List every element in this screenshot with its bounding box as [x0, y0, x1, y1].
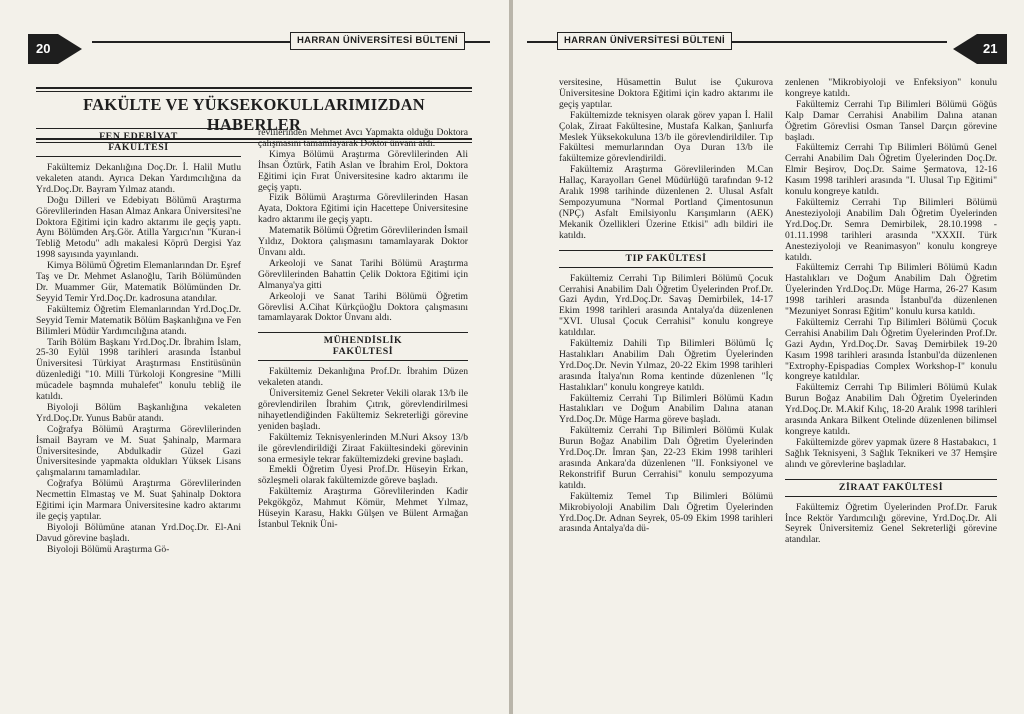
paragraph: Fakültemiz Dekanlığına Doç.Dr. İ. Halil Mutlu vekaleten atandı. Ayrıca Dekan Yardımcılığına da Yrd.Doç.Dr. Bayram Yılmaz atandı.	[36, 162, 241, 195]
heading-line-2: FAKÜLTESİ	[332, 346, 394, 358]
left-page	[0, 0, 509, 714]
left-pointing-arrow-icon	[953, 34, 1007, 64]
heading-line-2: FAKÜLTESİ	[108, 142, 169, 153]
divider	[36, 128, 241, 129]
bulletin-title-box	[557, 32, 732, 50]
paragraph: Tarih Bölüm Başkanı Yrd.Doç.Dr. İbrahim İslam, 25-30 Eylül 1998 tarihleri arasında İstanbul Üniversitesi Türkiyat Araştırması Enstitüsünün düzenlediği "10. Milli Türkoloji Kongresine "Milli mücadele başmnda muhalefet" konulu tebliğ ile katıldı.	[36, 336, 241, 403]
right-page-number-badge	[953, 34, 1007, 64]
section-title: FAKÜLTE VE YÜKSEKOKULLARIMIZDAN HABERLER	[83, 95, 425, 134]
paragraph: Fakültemiz Cerrahi Tıp Bilimleri Bölümü Kadın Hastalıkları ve Doğum Anabilim Dalı Öğretim Üyelerinden Yrd.Doç.Dr. Müge Harma, 26-27 Kasım 1998 tarihleri arasında İstanbul'da düzenlenen "Mezuniyet Sonrası Eğitim" konulu kursa katıldı.	[785, 262, 997, 318]
paragraph: Fakültemiz Cerrahi Tıp Bilimleri Bölümü Anesteziyoloji Anabilim Dalı Öğretim Üyelerinden Yrd.Doç.Dr. Semra Demirbilek, 28.10.1998 - 01.11.1998 tarihleri arasında "XXXII. Türk Anesteziyoloji ve Reanimasyon" konulu kongreye katıldı.	[785, 196, 997, 263]
heading-text: ZİRAAT FAKÜLTESİ	[838, 481, 944, 493]
paragraph: Fakültemiz Temel Tıp Bilimleri Bölümü Mikrobiyoloji Anabilim Dalı Öğretim Üyelerinden Yrd.Doç.Dr. Adnan Seyrek, 05-09 Ekim 1998 tarihleri arasında Antalya'da dü-	[559, 490, 773, 535]
tip-fakultesi-heading	[559, 250, 773, 268]
paragraph: zenlenen "Mikrobiyoloji ve Enfeksiyon" konulu kongreye katıldı.	[785, 77, 997, 99]
paragraph: Doğu Dilleri ve Edebiyatı Bölümü Araştırma Görevlilerinden Hasan Almaz Ankara Üniversitesi'ne Doktora Eğitimi için kadro aktarımı ile geçiş yaptı. Aynı Bölümden Arş.Gör. Atilla Yargıcı'nın "Kuran-i Tebliğ Metodu" adlı makalesi Köprü Dergisi Yaz 1998 sayısında yayınlandı.	[36, 194, 241, 261]
divider	[36, 87, 472, 89]
paragraph: Biyoloji Bölümü Araştırma Gö-	[47, 543, 170, 555]
paragraph: Arkeoloji ve Sanat Tarihi Bölümü Öğretim Görevlisi A.Cihat Kürkçüoğlu Doktora çalışmasını tamamlayarak Doktor Ünvanı aldı.	[258, 290, 468, 324]
paragraph: Fakültemiz Cerrahi Tıp Bilimleri Bölümü Genel Cerrahi Anabilim Dalı Öğretim Üyelerinden Doç.Dr. Elmir Beşirov, Doç.Dr. Saime Şermatova, 12-16 Kasım 1998 tarihleri arasında "I. Ulusal Tıp Eğitimi" konulu kongreye katıldı.	[785, 142, 997, 198]
left-page-number: 20	[36, 41, 51, 56]
paragraph: Fakültemiz Cerrahi Tıp Bilimleri Bölümü Çocuk Cerrahisi Anabilim Dalı Öğretim Üyelerinden Prof.Dr. Gazi Aydın, Yrd.Doç.Dr. Savaş Demirbilek 19-20 Kasım 1998 tarihleri arasında İstanbul'da düzenlenen "Extrophy-Epispadias Complex Workshop-I" konulu kongreye katıldılar.	[785, 316, 997, 383]
bulletin-title: HARRAN ÜNİVERSİTESİ BÜLTENİ	[564, 35, 725, 46]
paragraph: Fakültemiz Dahili Tıp Bilimleri Bölümü İç Hastalıkları Anabilim Dalı Öğretim Üyelerinden Yrd.Doç.Dr. Nevin Yılmaz, 20-22 Ekim 1998 tarihleri arasında İtalya'nın Roma kentinde düzenlenen "İç Hastalıkları" konulu kongreye katıldı.	[559, 338, 773, 393]
bulletin-title-box	[290, 32, 465, 50]
paragraph: Biyoloji Bölüm Başkanlığına vekaleten Yrd.Doç.Dr. Yunus Babür atandı.	[36, 401, 241, 424]
paragraph: Fakültemizde teknisyen olarak görev yapan İ. Halil Çolak, Ziraat Fakültesine, Mustafa Kalkan, Şanlıurfa Meslek Yüksekokuluna 13/b ile görevlendirildiler. Tıp Fakültesi memurlarından Oya Duran 13/b ile fakültemize görevlendirildi.	[559, 109, 773, 165]
paragraph: Fakültemizde görev yapmak üzere 8 Hastabakıcı, 1 Sağlık Teknisyeni, 3 Sağlık Teknikeri ve 37 Hemşire alındı ve görevlerine başladılar.	[785, 436, 997, 470]
paragraph: Biyoloji Bölümüne atanan Yrd.Doç.Dr. El-Ani Davud görevine başladı.	[36, 521, 241, 544]
paragraph: Fakültemiz Dekanlığına Prof.Dr. İbrahim Düzen vekaleten atandı.	[258, 366, 468, 389]
bulletin-title: HARRAN ÜNİVERSİTESİ BÜLTENİ	[297, 35, 458, 46]
paragraph: Fakültemiz Araştırma Görevlilerinden M.Can Hallaç, Karayolları Genel Müdürlüğü tarafından 9-12 Aralık 1998 tarihinde düzenlenen 2. Ulusal Asfalt Sempozyumuna "Normal Portland Çimentosunun (NPÇ) Asfalt Emilsiyonlu Karışımların (AEK) Mekanik Özellikleri Üzerine Etkisi" adlı bildiri ile katıldı.	[559, 164, 773, 241]
paragraph: Emekli Öğretim Üyesi Prof.Dr. Hüseyin Erkan, sözleşmeli olarak fakültemizde göreve başladı.	[258, 464, 468, 487]
paragraph: Coğrafya Bölümü Araştırma Görevlilerinden İsmail Bayram ve M. Suat Şahinalp, Marmara Üniversitesinde, Abdulkadir Güzel Gazi Üniversitesinde yapmakta oldukları Yüksek Lisans çalışmalarını tamamladılar.	[36, 423, 241, 479]
paragraph: Fakültemiz Cerrahi Tıp Bilimleri Bölümü Göğüs Kalp Damar Cerrahisi Anabilim Dalına atanan Öğretim Görevlisi Osman Tansel Darçın görevine başladı.	[785, 98, 997, 143]
heading-line-1: FEN EDEBİYAT	[99, 131, 178, 142]
divider	[785, 479, 997, 480]
paragraph: Matematik Bölümü Öğretim Görevlilerinden İsmail Yıldız, Doktora çalışmasını tamamlayarak Doktor Ünvanı aldı.	[258, 225, 468, 258]
left-column-2	[258, 128, 468, 531]
paragraph: versitesine, Hüsamettin Bulut ise Çukurova Üniversitesine Doktora Eğitimi için kadro aktarımı ile geçiş yaptılar.	[559, 77, 773, 110]
paragraph: Fakültemiz Araştırma Görevlilerinden Kadir Pekgökgöz, Mahmut Kömür, Mehmet Yılmaz, Hüseyin Karasu, Hakkı Gülşen ve Bülent Armağan İstanbul Teknik Üni-	[258, 486, 468, 530]
paragraph: Kimya Bölümü Araştırma Görevlilerinden Ali İhsan Öztürk, Fatih Aslan ve İbrahim Erol, Doktora Eğitimi için Fırat Üniversitesine kadro aktarımı ile geçiş yaptı.	[258, 148, 468, 193]
muhendislik-heading	[258, 332, 468, 361]
divider	[559, 250, 773, 251]
paragraph: Fakültemiz Cerrahi Tıp Bilimleri Bölümü Çocuk Cerrahisi Anabilim Dalı Öğretim Üyelerinden Prof.Dr. Gazi Aydın, Yrd.Doç.Dr. Savaş Demirbilek, 14-17 Ekim 1998 tarihleri arasında Antalya'da düzenlenen "XVI. Ulusal Çocuk Cerrahisi" konulu kongreye katıldılar.	[559, 272, 773, 339]
right-page	[513, 0, 1024, 714]
right-column-2	[785, 78, 997, 546]
paragraph: revlilerinden Mehmet Avcı Yapmakta olduğu Doktora çalışmasını tamamlayarak Doktor ünvanı aldı.	[258, 127, 468, 149]
paragraph: Fakültemiz Öğretim Elemanlarından Yrd.Doç.Dr. Seyyid Temir Matematik Bölüm Başkanlığına ve Fen Bilimleri Müdür Yardımcılığına atandı.	[36, 303, 241, 337]
ziraat-fakultesi-heading	[785, 479, 997, 497]
divider	[258, 332, 468, 333]
paragraph: Fakültemiz Cerrahi Tıp Bilimleri Bölümü Kulak Burun Boğaz Anabilim Dalı Öğretim Üyelerinden Yrd.Doç.Dr. İmran Şan, 22-23 Ekim 1998 tarihleri arasında Ankara'da düzenlenen "II. Fonksiyonel ve Rekonstrifif Burun Cerrahisi" konulu sempozyuma katıldı.	[559, 425, 773, 491]
right-column-1	[559, 78, 773, 535]
paragraph: Fakültemiz Cerrahi Tıp Bilimleri Bölümü Kulak Burun Boğaz Anabilim Dalı Öğretim Üyelerinden Yrd.Doç.Dr. M.Akif Kılıç, 18-20 Aralık 1998 tarihleri arasında Ankara Bilkent Otelinde düzenlenen bilimsel kongreye katıldı.	[785, 382, 997, 437]
paragraph: Arkeoloji ve Sanat Tarihi Bölümü Araştırma Görevlilerinden Bahattin Çelik Doktora Eğitimi için Almanya'ya gitti	[258, 257, 468, 291]
heading-line-1: MÜHENDİSLİK	[323, 335, 403, 347]
heading-text: TIP FAKÜLTESİ	[625, 252, 707, 264]
right-page-number: 21	[983, 41, 998, 56]
paragraph: Kimya Bölümü Öğretim Elemanlarından Dr. Eşref Taş ve Dr. Mehmet Aslanoğlu, Tarih Bölümünden Dr. Muammer Gür, Matematik Bölümünden Dr. Seyyid Temir Yrd.Doç.Dr. kadrosuna atandılar.	[36, 260, 241, 304]
paragraph: Fakültemiz Teknisyenlerinden M.Nuri Aksoy 13/b ile görevlendirildiği Ziraat Fakültesindeki görevinin sona ermesiyle tekrar fakültemizdeki grevine başladı.	[258, 431, 468, 465]
paragraph: Coğrafya Bölümü Araştırma Görevlilerinden Necmettin Elmastaş ve M. Suat Şahinalp Doktora Eğitimi için Marmara Üniversitesine kadro aktarımı ile geçiş yaptılar.	[36, 478, 241, 522]
fen-edebiyat-heading	[36, 128, 241, 157]
left-page-number-badge	[28, 34, 82, 64]
paragraph: Üniversitemiz Genel Sekreter Vekili olarak 13/b ile görevlendirilen İbrahim Çıtrık, görevlendirilmesi nihayetlendiğinden Fakültemiz Sekreterliği görevine yeniden başladı.	[258, 388, 468, 432]
divider	[36, 91, 472, 92]
paragraph: Fakültemiz Öğretim Üyelerinden Prof.Dr. Faruk İnce Rektör Yardımcılığı görevine, Yrd.Doç.Dr. Ali Seyrek Üniversitemiz Genel Sekreterliği görevine atandılar.	[785, 501, 997, 546]
left-column-1	[36, 128, 241, 556]
paragraph: Fakültemiz Cerrahi Tıp Bilimleri Bölümü Kadın Hastalıkları ve Doğum Anabilim Dalına atanan Yrd.Doç.Dr. Müge Harma göreve başladı.	[559, 392, 773, 426]
paragraph: Fizik Bölümü Araştırma Görevlilerinden Hasan Ayata, Doktora Eğitimi için Hacettepe Üniversitesine kadro aktarımı ile geçiş yaptı.	[258, 192, 468, 226]
